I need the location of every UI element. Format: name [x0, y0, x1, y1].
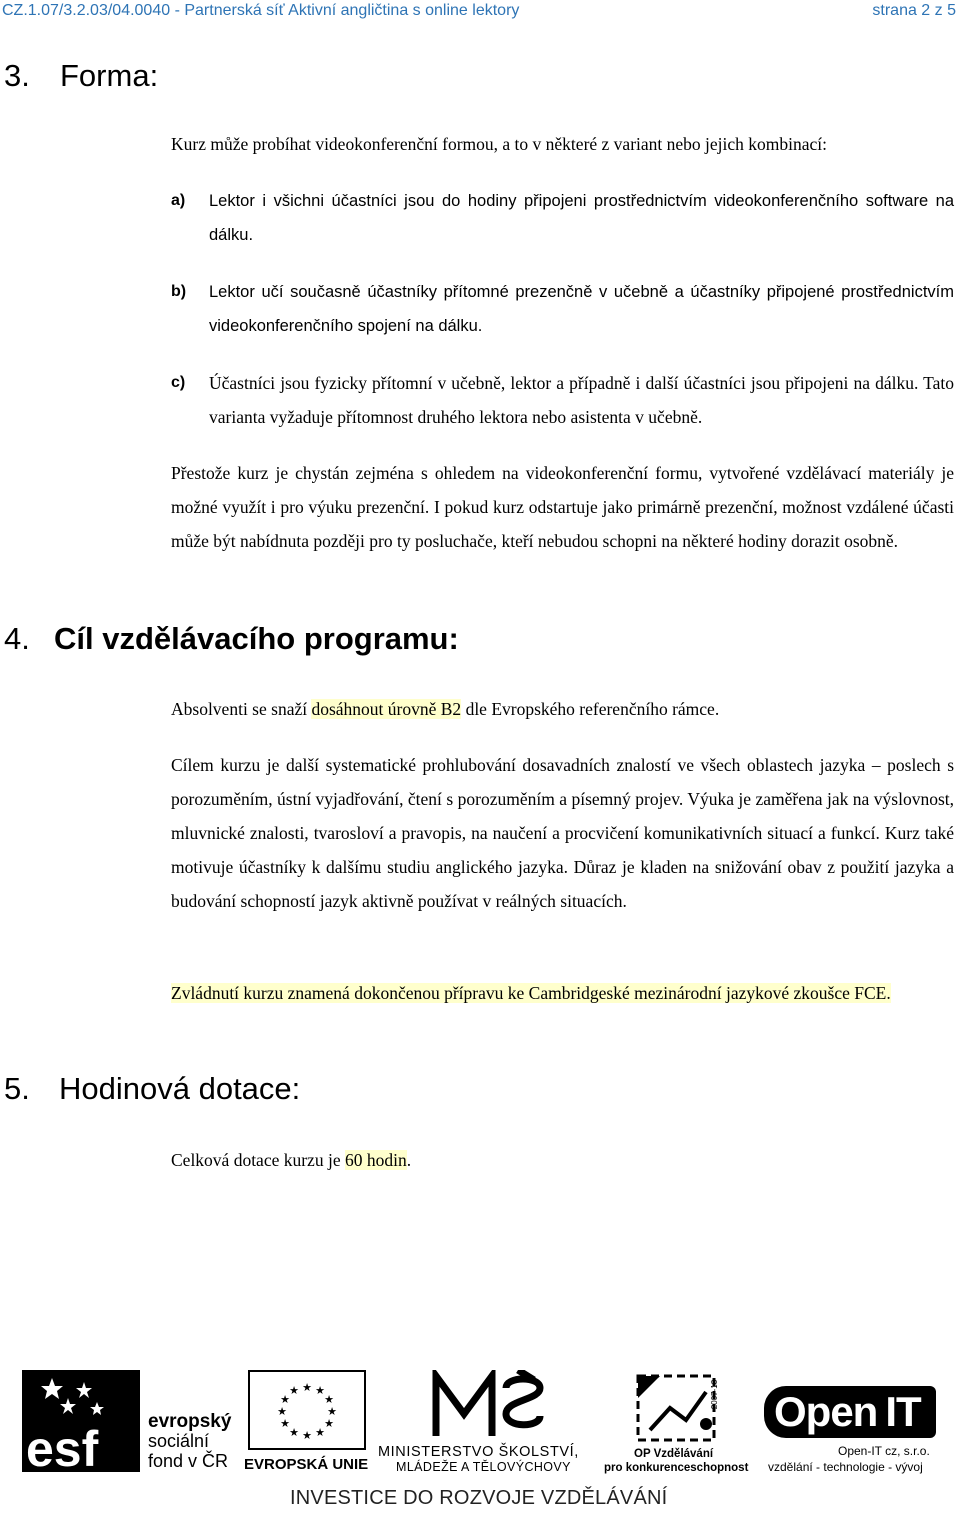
svg-text:★: ★ — [315, 1384, 325, 1397]
msmt-mark-icon — [430, 1370, 550, 1440]
page-number: strana 2 z 5 — [872, 2, 956, 19]
section-title: Forma: — [60, 58, 159, 93]
svg-text:★: ★ — [315, 1426, 325, 1439]
svg-text:★: ★ — [280, 1393, 290, 1406]
svg-text:★: ★ — [324, 1417, 334, 1430]
section-number: 4. — [4, 621, 30, 656]
list-item-a — [171, 184, 954, 252]
msmt-line2: MLÁDEŽE A TĚLOVÝCHOVY — [396, 1460, 571, 1474]
eu-flag — [248, 1370, 366, 1450]
page-header-title: CZ.1.07/3.2.03/04.0040 - Partnerská síť Aktivní angličtina s online lektory — [2, 2, 520, 19]
section-title: Hodinová dotace: — [59, 1071, 301, 1106]
section-5-hours: Celková dotace kurzu je 60 hodin. — [171, 1150, 412, 1170]
esf-line1: evropský — [148, 1411, 232, 1432]
svg-text:esf: esf — [26, 1421, 99, 1472]
section-3-closing: Přestože kurz je chystán zejména s ohledem na videokonferenční formu, vytvořené vzdělávací materiály je možné využít i pro výuku prezenční. I pokud kurz odstartuje jako primárně prezenční, možnost vzdálené účasti může být nabídnuta později pro ty posluchače, kteří nebudou schopni na některé hodiny dorazit osobně. — [171, 463, 954, 551]
list-item-b — [171, 275, 954, 343]
op-year: 2007-13 — [710, 1379, 720, 1410]
esf-line3: fond v ČR — [148, 1451, 229, 1471]
svg-text:★: ★ — [302, 1381, 312, 1394]
svg-text:★: ★ — [280, 1417, 290, 1430]
list-item-label: b) — [171, 283, 187, 300]
section-4-heading — [4, 621, 459, 657]
esf-logo — [22, 1370, 242, 1475]
list-item-c — [171, 366, 954, 434]
msmt-logo — [378, 1370, 600, 1475]
op-logo — [604, 1370, 749, 1475]
openit-tagline: vzdělání - technologie - vývoj — [768, 1460, 923, 1474]
highlight-level: dosáhnout úrovně B2 — [311, 699, 462, 719]
eu-label: EVROPSKÁ UNIE — [244, 1456, 369, 1473]
list-item-text: Lektor učí současně účastníky přítomné prezenčně v učebně a účastníky připojené prostřednictvím videokonferenčního spojení na dálku. — [209, 283, 954, 335]
msmt-line1: MINISTERSTVO ŠKOLSTVÍ, — [378, 1444, 579, 1460]
svg-text:★: ★ — [289, 1426, 299, 1439]
openit-logo — [760, 1386, 942, 1476]
section-4-description: Cílem kurzu je další systematické prohlubování dosavadních znalostí ve všech oblastech jazyka – poslech s porozuměním, ústní vyjadřování, čtení s porozuměním a písemný projev. Výuka je zaměřena jak na výslovnost, mluvnické znalosti, tvarosloví a pravopis, na naučení a procvičení komunikativních situací a funkcí. Kurz také motivuje účastníky k dalšímu studiu anglického jazyka. Důraz je kladen na snižování obav z použití jazyka a budování schopností jazyk aktivně používat v reálných situacích. — [171, 755, 954, 911]
svg-text:★: ★ — [302, 1429, 312, 1442]
section-3-heading — [4, 58, 158, 94]
section-4-exam-note — [171, 976, 954, 1010]
eu-logo — [244, 1370, 372, 1475]
esf-line2: sociální — [148, 1431, 210, 1451]
openit-name: Open-IT cz, s.r.o. — [838, 1444, 930, 1458]
svg-text:★: ★ — [289, 1384, 299, 1397]
svg-text:★: ★ — [277, 1405, 287, 1418]
op-line2: pro konkurenceschopnost — [604, 1462, 749, 1474]
list-item-text: Účastníci jsou fyzicky přítomní v učebně, lektor a případně i další účastníci jsou připojeni na dálku. Tato varianta vyžaduje přítomnost druhého lektora nebo asistenta v učebně. — [209, 373, 954, 427]
highlight-exam: Zvládnutí kurzu znamená dokončenou přípravu ke Cambridgeské mezinárodní jazykové zkoušce FCE. — [171, 983, 891, 1003]
list-item-text: Lektor i všichni účastníci jsou do hodiny připojeni prostřednictvím videokonferenčního software na dálku. — [209, 192, 954, 244]
list-item-label: a) — [171, 192, 186, 209]
list-item-label: c) — [171, 374, 186, 391]
svg-text:★: ★ — [324, 1393, 334, 1406]
esf-mark — [22, 1370, 140, 1472]
section-title: Cíl vzdělávacího programu: — [54, 621, 459, 656]
section-3-intro: Kurz může probíhat videokonferenční formou, a to v některé z variant nebo jejich kombinací: — [171, 134, 828, 154]
openit-mark: Open IT — [764, 1386, 936, 1438]
section-number: 3. — [4, 58, 30, 93]
highlight-hours: 60 hodin — [344, 1150, 407, 1170]
footer-slogan: INVESTICE DO ROZVOJE VZDĚLÁVÁNÍ — [290, 1487, 668, 1509]
section-5-heading — [4, 1071, 300, 1107]
op-line1: OP Vzdělávání — [634, 1448, 714, 1460]
section-4-goal: Absolventi se snaží dosáhnout úrovně B2 dle Evropského referenčního rámce. — [171, 699, 720, 719]
section-number: 5. — [4, 1071, 30, 1106]
svg-text:★: ★ — [327, 1405, 337, 1418]
eu-stars-icon — [250, 1372, 364, 1448]
